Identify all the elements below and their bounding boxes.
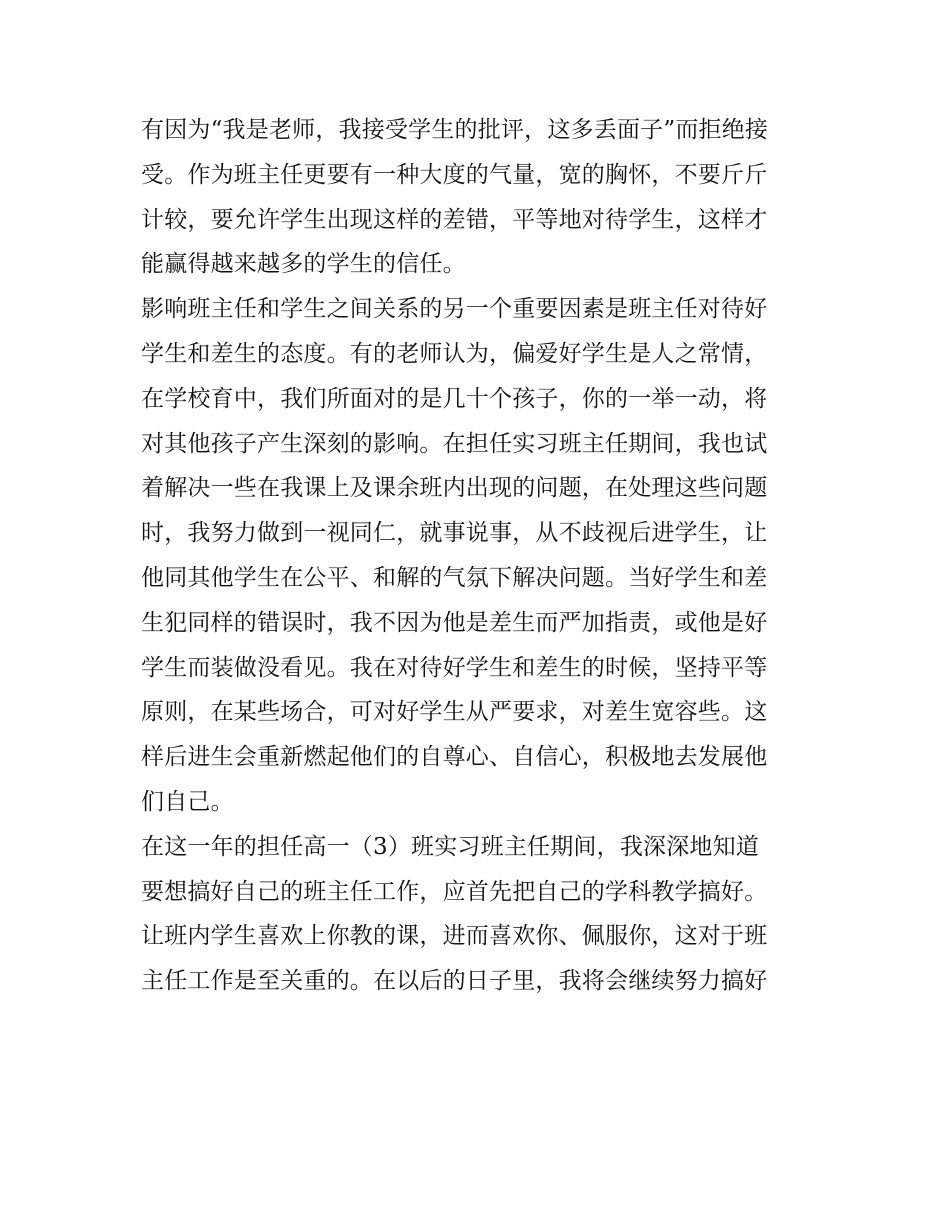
text-line: 能赢得越来越多的学生的信任。 [141,251,466,278]
text-line: 们自己。 [141,788,234,815]
body-text [141,108,821,1004]
text-line: 着解决一些在我课上及课余班内出现的问题，在处理这些问题 [141,475,768,502]
text-line: 在这一年的担任高一（3）班实习班主任期间，我深深地知道 [141,833,760,860]
text-line: 对其他孩子产生深刻的影响。在担任实习班主任期间，我也试 [141,430,768,457]
text-line: 计较，要允许学生出现这样的差错，平等地对待学生，这样才 [141,206,768,233]
text-line: 主任工作是至关重的。在以后的日子里，我将会继续努力搞好 [141,968,768,995]
text-line: 学生而装做没看见。我在对待好学生和差生的时候，坚持平等 [141,654,768,681]
text-line: 要想搞好自己的班主任工作，应首先把自己的学科教学搞好。 [141,878,768,905]
text-line: 生犯同样的错误时，我不因为他是差生而严加指责，或他是好 [141,609,768,636]
text-line: 有因为“我是老师，我接受学生的批评，这多丢面子”而拒绝接 [141,117,769,143]
text-line: 原则，在某些场合，可对好学生从严要求，对差生宽容些。这 [141,699,768,726]
text-line: 受。作为班主任更要有一种大度的气量，宽的胸怀，不要斤斤 [141,161,768,188]
text-line: 让班内学生喜欢上你教的课，进而喜欢你、佩服你，这对于班 [141,923,768,950]
text-line: 在学校育中，我们所面对的是几十个孩子，你的一举一动，将 [141,385,768,412]
text-line: 影响班主任和学生之间关系的另一个重要因素是班主任对待好 [141,296,768,323]
text-line: 样后进生会重新燃起他们的自尊心、自信心，积极地去发展他 [141,744,768,771]
text-line: 时，我努力做到一视同仁，就事说事，从不歧视后进学生，让 [141,520,768,547]
text-line: 他同其他学生在公平、和解的气氛下解决问题。当好学生和差 [141,564,768,591]
text-line: 学生和差生的态度。有的老师认为，偏爱好学生是人之常情， [141,340,768,367]
